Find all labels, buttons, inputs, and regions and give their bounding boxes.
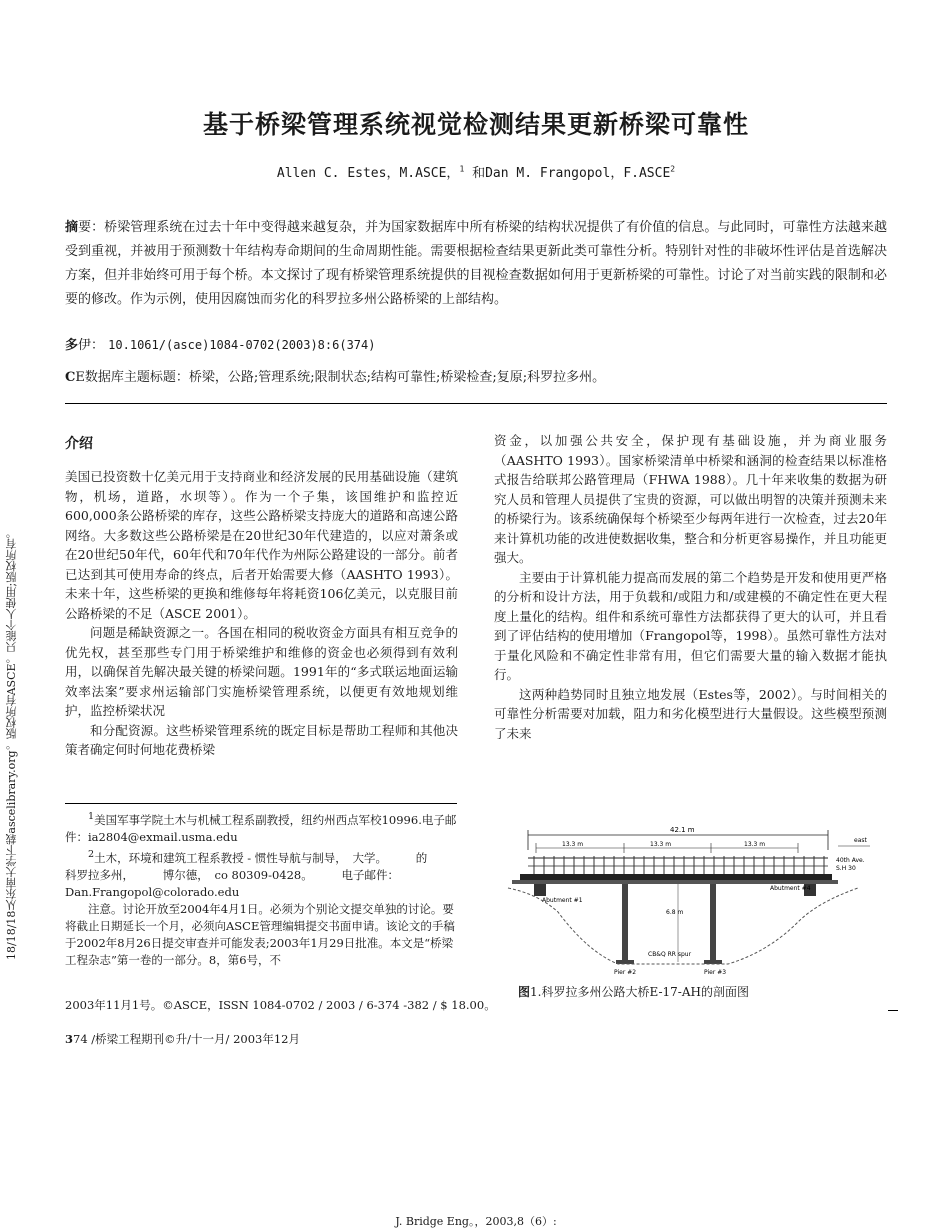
left-paragraph-2: 问题是稀缺资源之一。各国在相同的税收资金方面具有相互竞争的优先权，甚至那些专门用于桥梁维护和维修的资金也必须得到有效利用，以确保首先解决最关键的桥梁问题。1991年的“多式联运地面运输效率法案”要求州运输部门实施桥梁管理系统，以便更有效地规划维护，监控桥梁状况: [65, 625, 458, 718]
footnote-1-text: 美国军事学院土木与机械工程系副教授，纽约州西点军校10996.电子邮件：ia2804@exmail.usma.edu: [65, 812, 457, 844]
right-column: [494, 431, 887, 743]
subject-label: C: [65, 370, 76, 385]
footnote-1: [65, 808, 457, 846]
subject-headings: [65, 366, 605, 385]
left-paragraph-3: 和分配资源。这些桥梁管理系统的既定目标是帮助工程师和其他决策者确定何时何地花费桥梁: [65, 722, 458, 757]
right-paragraph-1: 资金，以加强公共安全，保护现有基础设施，并为商业服务（AASHTO 1993）。国家桥梁清单中桥梁和涵洞的检查结果以标准格式报告给联邦公路管理局（FHWA 1988）。几十年来收集的数据为研究人员和管理人员提供了宝贵的资源，可以做出明智的决策并预测未来的桥梁行为。该系统确保每个桥梁至少每两年进行一次检查，过去20年来计算机功能的改进使数据收集，整合和分析更容易操作，并且功能更强大。: [494, 433, 887, 565]
abutment-1-label: Abutment #1: [542, 897, 583, 904]
left-paragraph-1: 美国已投资数十亿美元用于支持商业和经济发展的民用基础设施（建筑物，机场，道路，水坝等）。作为一个子集，该国维护和监控近600,000条公路桥梁的库存，这些公路桥梁支持庞大的道路和高速公路网络。大多数这些公路桥梁是在20世纪30年代建造的，以应对萧条或在20世纪50年代，60年代和70年代作为州际公路建设的一部分。前者已达到其可使用寿命的终点，后者开始需要大修（AASHTO 1993）。未来十年，这些桥梁的更换和维修每年将耗资106亿美元，以克服目前公路桥梁的不足（ASCE 2001）。: [65, 469, 458, 621]
section-divider: [65, 403, 887, 404]
doi-label: 多: [65, 338, 79, 353]
doi-line: [65, 334, 375, 353]
road-label-1: 40th Ave.: [836, 857, 865, 864]
caption-text: 1.科罗拉多州公路大桥E-17-AH的剖面图: [530, 985, 749, 999]
footnote-2-mark: 2: [88, 848, 95, 860]
span-b-label: 13.3 m: [650, 841, 672, 848]
abutment-4-label: Abutment #4: [770, 885, 811, 892]
authors-line: [0, 162, 952, 181]
figure-caption: [518, 983, 749, 1000]
pier-3-label: Pier #3: [704, 969, 727, 976]
footnote-2: [65, 846, 474, 901]
author-2: 和Dan M. Frangopol，F.ASCE: [464, 166, 671, 181]
download-watermark: 18/18/18从东南大学下载ascelibrary.org。版权所有ASCE。只能个人使用;版权所有。: [5, 527, 18, 960]
abstract-label: 摘: [65, 220, 79, 235]
copyright-line: 2003年11月1号。©ASCE，ISSN 1084-0702 / 2003 / 6-374 -382 / $ 18.00。: [65, 998, 496, 1012]
discussion-note: 注意。讨论开放至2004年4月1日。必须为个别论文提交单独的讨论。要将截止日期延长一个月，必须向ASCE管理编辑提交书面申请。该论文的手稿于2002年8月26日提交审查并可能发表;2003年1月29日批准。本文是“桥梁工程杂志”第一卷的一部分。8，第6号，不: [65, 901, 455, 967]
left-column: [65, 467, 458, 760]
intro-heading: 介绍: [65, 436, 93, 452]
journal-footer: J. Bridge Eng。，2003,8（6）:: [395, 1215, 557, 1228]
footnote-rule: [65, 803, 457, 804]
footnote-2-text: 土木，环境和建筑工程系教授 - 惯性导航与制导， 大学。 的 科罗拉多州， 博尔德， co 80309-0428。 电子邮件：Dan.Frangopol@colorado.edu: [65, 850, 474, 899]
rail-spur-label: CB&Q RR spur: [648, 951, 692, 958]
bridge-elevation-figure: [498, 822, 888, 980]
right-paragraph-3: 这两种趋势同时且独立地发展（Estes等，2002）。与时间相关的可靠性分析需要对加载，阻力和劣化模型进行大量假设。这些模型预测了未来: [494, 686, 887, 741]
page-info: [65, 1031, 300, 1047]
author-1: Allen C. Estes，M.ASCE，: [276, 166, 460, 181]
right-paragraph-2: 主要由于计算机能力提高而发展的第二个趋势是开发和使用更严格的分析和设计方法，用于负载和/或阻力和/或建模的不确定性在更大程度上量化的结构。组件和系统可靠性方法都获得了更大的认可，并且看到了评估结构的使用增加（Frangopol等，1998）。虽然可靠性方法对于量化风险和不确定性非常有用，但它们需要大量的输入数据才能执行。: [494, 569, 887, 682]
caption-label: 图: [518, 985, 531, 999]
span-a-label: 13.3 m: [562, 841, 584, 848]
author-1-affil: 1: [459, 164, 465, 174]
margin-dash: [888, 1010, 898, 1011]
footnote-1-mark: 1: [88, 811, 95, 822]
doi-value: 10.1061/(asce)1084-0702(2003)8:6(374): [108, 338, 376, 352]
paper-title: 基于桥梁管理系统视觉检测结果更新桥梁可靠性: [202, 110, 749, 139]
abstract: [65, 216, 887, 312]
page-info-text: 74 /桥梁工程期刊©升/十一月/ 2003年12月: [73, 1032, 300, 1046]
author-2-affil: 2: [670, 164, 676, 174]
clearance-label: 6.8 m: [666, 909, 684, 916]
total-span-label: 42.1 m: [670, 826, 695, 834]
east-label: east: [854, 837, 867, 844]
doi-prefix: 伊：: [78, 338, 105, 353]
road-label-2: S.H 30: [836, 865, 856, 872]
pier-2-label: Pier #2: [614, 969, 637, 976]
subject-text: E数据库主题标题：桥梁，公路;管理系统;限制状态;结构可靠性;桥梁检查;复原;科罗拉多州。: [75, 370, 606, 385]
abstract-text: 要：桥梁管理系统在过去十年中变得越来越复杂，并为国家数据库中所有桥梁的结构状况提供了有价值的信息。与此同时，可靠性方法越来越受到重视，并被用于预测数十年结构寿命期间的生命周期性能。需要根据检查结果更新此类可靠性分析。特别针对性的非破坏性评估是首选解决方案，但并非始终可用于每个桥。本文探讨了现有桥梁管理系统提供的目视检查数据如何用于更新桥梁的可靠性。讨论了对当前实践的限制和必要的修改。作为示例，使用因腐蚀而劣化的科罗拉多州公路桥梁的上部结构。: [65, 220, 887, 307]
span-c-label: 13.3 m: [744, 841, 766, 848]
page-number-bold: 3: [65, 1032, 74, 1046]
footnotes: [65, 808, 474, 969]
